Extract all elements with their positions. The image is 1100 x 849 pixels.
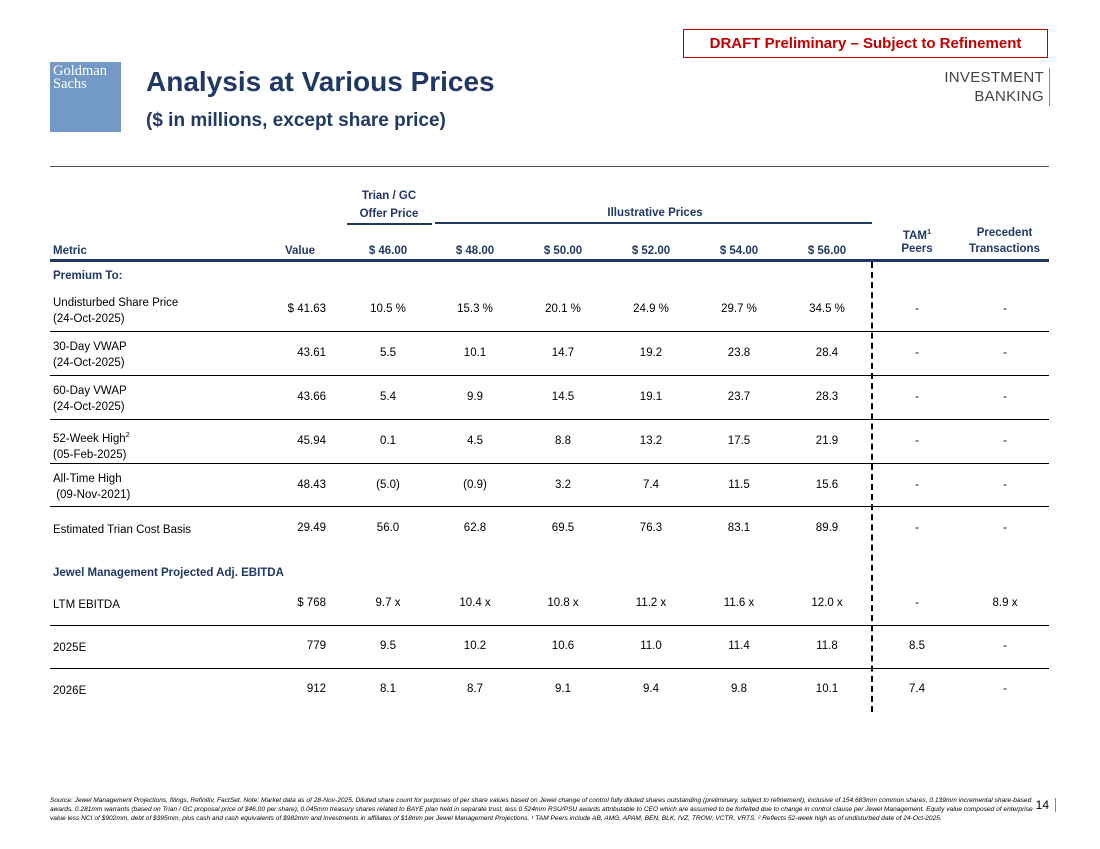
- price-cell: 83.1: [727, 522, 751, 534]
- row-label: [53, 383, 127, 415]
- price-cell: 14.7: [551, 347, 575, 359]
- peers-header: Peers: [901, 243, 933, 255]
- offer-header-line1: Trian / GC: [361, 190, 417, 202]
- precedent-cell: -: [1003, 640, 1007, 652]
- row-label: LTM EBITDA: [53, 599, 120, 611]
- price-cell: 19.2: [639, 347, 663, 359]
- price-cell: (0.9): [463, 479, 487, 491]
- page-subtitle: ($ in millions, except share price): [146, 110, 446, 131]
- division-label: [944, 68, 1050, 106]
- illustrative-underline: [435, 222, 872, 224]
- tam-cell: 7.4: [909, 683, 925, 695]
- offer-header-line2: Offer Price: [359, 208, 419, 220]
- row-label: [53, 427, 130, 463]
- price-header: $ 46.00: [368, 245, 408, 257]
- price-cell: 5.4: [380, 391, 396, 403]
- row-label: [53, 295, 178, 327]
- precedent-cell: -: [1003, 522, 1007, 534]
- price-cell: 10.4 x: [459, 597, 491, 609]
- row-separator: [50, 625, 1049, 626]
- price-cell: 20.1 %: [545, 303, 581, 315]
- illustrative-header: Illustrative Prices: [607, 207, 703, 219]
- precedent-cell: -: [1003, 347, 1007, 359]
- price-cell: 9.4: [643, 683, 659, 695]
- page-title: Analysis at Various Prices: [146, 66, 495, 97]
- price-cell: 15.6: [815, 479, 839, 491]
- tam-cell: -: [915, 522, 919, 534]
- price-cell: 76.3: [639, 522, 663, 534]
- section-ebitda: Jewel Management Projected Adj. EBITDA: [53, 567, 284, 579]
- row-label: 2025E: [53, 642, 87, 654]
- price-cell: 3.2: [555, 479, 571, 491]
- tam-header: [887, 227, 947, 242]
- precedent-cell: -: [1003, 391, 1007, 403]
- division-line1: INVESTMENT: [944, 69, 1044, 86]
- value-header: Value: [285, 245, 316, 257]
- price-cell: 11.6 x: [723, 597, 755, 609]
- metric-header: Metric: [53, 245, 87, 257]
- price-cell: 11.0: [640, 640, 662, 652]
- price-cell: 10.1: [815, 683, 839, 695]
- price-cell: 10.8 x: [547, 597, 579, 609]
- division-line2: BANKING: [974, 88, 1044, 105]
- price-cell: 9.1: [555, 683, 571, 695]
- price-cell: 9.5: [380, 640, 396, 652]
- price-cell: 13.2: [639, 435, 663, 447]
- price-cell: (5.0): [376, 479, 400, 491]
- value-cell: $ 768: [297, 597, 326, 609]
- row-label-line2: (24-Oct-2025): [53, 313, 125, 325]
- value-cell: 43.66: [297, 391, 326, 403]
- price-cell: 62.8: [463, 522, 487, 534]
- precedent-cell: 8.9 x: [992, 597, 1018, 609]
- section-premium: Premium To:: [53, 270, 123, 282]
- price-cell: 4.5: [467, 435, 483, 447]
- price-cell: 69.5: [551, 522, 575, 534]
- value-cell: 29.49: [297, 522, 326, 534]
- tam-footnote-mark: 1: [926, 227, 932, 236]
- value-cell: 912: [306, 683, 326, 695]
- price-header: $ 56.00: [807, 245, 847, 257]
- row-label-line1: All-Time High: [53, 473, 122, 485]
- price-header: $ 52.00: [631, 245, 671, 257]
- precedent-header-line2: Transactions: [969, 243, 1040, 255]
- row-label-line1: 52-Week High: [53, 432, 126, 445]
- precedent-cell: -: [1003, 303, 1007, 315]
- price-cell: 29.7 %: [721, 303, 757, 315]
- offer-underline: [347, 223, 432, 225]
- goldman-sachs-logo: [50, 62, 121, 132]
- price-cell: 11.2 x: [635, 597, 667, 609]
- value-cell: 779: [306, 640, 326, 652]
- price-cell: 9.8: [731, 683, 747, 695]
- row-label: [53, 339, 127, 371]
- value-cell: $ 41.63: [287, 303, 326, 315]
- precedent-header-line1: Precedent: [976, 227, 1033, 239]
- price-cell: 8.7: [467, 683, 483, 695]
- row-separator: [50, 668, 1049, 669]
- price-cell: 19.1: [639, 391, 663, 403]
- price-header: $ 54.00: [719, 245, 759, 257]
- row-separator: [50, 419, 1049, 420]
- row-label-line2: (24-Oct-2025): [53, 357, 125, 369]
- price-cell: 12.0 x: [811, 597, 843, 609]
- tam-cell: -: [915, 435, 919, 447]
- row-separator: [50, 506, 1049, 507]
- price-cell: 0.1: [380, 435, 396, 447]
- header-thick-rule: [50, 259, 1049, 262]
- row-label-line2: (05-Feb-2025): [53, 448, 127, 461]
- tam-cell: -: [915, 347, 919, 359]
- value-cell: 48.43: [297, 479, 326, 491]
- price-cell: 10.5 %: [370, 303, 406, 315]
- price-header: $ 48.00: [455, 245, 495, 257]
- row-label-line1: Estimated Trian Cost Basis: [53, 524, 192, 536]
- logo-text: Goldman Sachs: [53, 63, 107, 92]
- row-label: 2026E: [53, 685, 87, 697]
- header-divider: [50, 166, 1049, 167]
- row-label-line2: (09-Nov-2021): [53, 489, 131, 501]
- row-label-line1: 30-Day VWAP: [53, 341, 127, 353]
- price-cell: 10.6: [551, 640, 575, 652]
- tam-cell: 8.5: [909, 640, 925, 652]
- price-cell: 56.0: [376, 522, 400, 534]
- price-cell: 10.2: [463, 640, 487, 652]
- price-header: $ 50.00: [543, 245, 583, 257]
- footnote-mark: 2: [125, 430, 130, 439]
- price-cell: 11.5: [728, 479, 750, 491]
- price-cell: 14.5: [551, 391, 575, 403]
- value-cell: 45.94: [297, 435, 326, 447]
- row-separator: [50, 331, 1049, 332]
- price-cell: 5.5: [380, 347, 396, 359]
- price-cell: 10.1: [463, 347, 487, 359]
- price-cell: 9.7 x: [375, 597, 401, 609]
- price-cell: 11.4: [728, 640, 750, 652]
- row-label: [53, 522, 191, 538]
- value-cell: 43.61: [297, 347, 326, 359]
- row-separator: [50, 375, 1049, 376]
- tam-cell: -: [915, 303, 919, 315]
- price-cell: 9.9: [467, 391, 483, 403]
- draft-badge: DRAFT Preliminary – Subject to Refinement: [683, 29, 1048, 58]
- tam-cell: -: [915, 391, 919, 403]
- page-number: 14: [1036, 798, 1056, 812]
- precedent-cell: -: [1003, 435, 1007, 447]
- price-cell: 28.4: [815, 347, 839, 359]
- price-cell: 7.4: [643, 479, 659, 491]
- price-cell: 17.5: [727, 435, 751, 447]
- tam-header-text: TAM: [902, 229, 927, 242]
- price-cell: 28.3: [815, 391, 839, 403]
- price-cell: 34.5 %: [809, 303, 845, 315]
- price-cell: 24.9 %: [633, 303, 669, 315]
- row-label-line1: Undisturbed Share Price: [53, 297, 179, 309]
- tam-cell: -: [915, 597, 919, 609]
- precedent-cell: -: [1003, 479, 1007, 491]
- precedent-cell: -: [1003, 683, 1007, 695]
- row-separator: [50, 463, 1049, 464]
- row-label-line1: 60-Day VWAP: [53, 385, 127, 397]
- row-label-line2: (24-Oct-2025): [53, 401, 125, 413]
- price-cell: 21.9: [815, 435, 839, 447]
- footnote: Source: Jewel Management Projections, filings, Refinitiv, FactSet. Note: Market data as of 28-Nov-2025. Diluted share count for purposes of per share values based on Jewel change of control fully diluted shares outstanding (preliminary, subject to refinement), inclusive of 154.683mm common shares, 0.139mm incremental share-based awards, 0.281mm warrants (based on Trian / GC proposal price of $46.00 per share), 0.045mm treasury shares related to BAYE plan held in separate trust, less 0.524mm RSU/PSU awards attributable to CEO which are assumed to be forfeited due to change in control clause per Jewel Management. Equity value composed of enterprise value less NCI of $902mm, debt of $395mm, plus cash and cash equivalents of $982mm and investments in affiliates of $18mm per Jewel Management Projections. ¹ TAM Peers include AB, AMG, APAM, BEN, BLK, IVZ, TROW, VCTR, VRTS. ² Reflects 52-week high as of undisturbed date of 24-Oct-2025.: [50, 797, 1033, 822]
- row-label: [53, 471, 130, 503]
- price-cell: 15.3 %: [457, 303, 493, 315]
- price-cell: 23.7: [727, 391, 751, 403]
- tam-cell: -: [915, 479, 919, 491]
- dashed-divider: [871, 262, 873, 712]
- price-cell: 23.8: [727, 347, 751, 359]
- price-cell: 89.9: [815, 522, 839, 534]
- price-cell: 8.8: [555, 435, 571, 447]
- price-cell: 8.1: [380, 683, 396, 695]
- price-cell: 11.8: [816, 640, 838, 652]
